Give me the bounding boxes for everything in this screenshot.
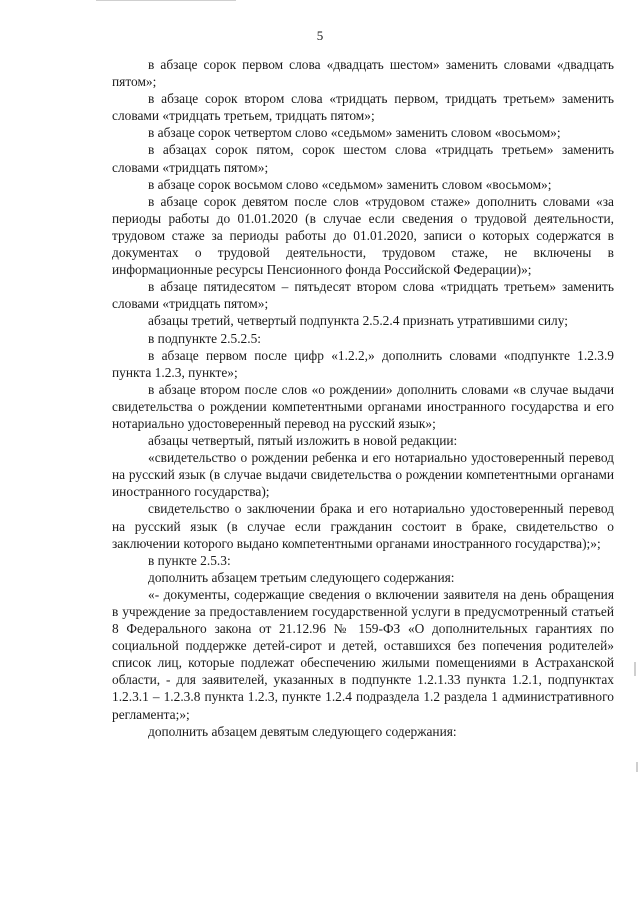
paragraph: в абзаце сорок четвертом слово «седьмом» заменить словом «восьмом»; <box>148 125 561 141</box>
paragraph: «свидетельство о рождении ребенка и его нотариально удостоверенный перевод на русский язык (в случае выдачи свидетельства о рождении компетентными органами иностранного государства); <box>112 450 614 500</box>
paragraph: в абзацах сорок пятом, сорок шестом слова «тридцать третьем» заменить словами «тридцать пятом»; <box>112 142 614 175</box>
document-body <box>112 56 614 740</box>
paragraph: дополнить абзацем девятым следующего содержания: <box>148 723 457 739</box>
paragraph: в абзаце сорок девятом после слов «трудовом стаже» дополнить словами «за периоды работы до 01.01.2020 (в случае если сведения о трудовой деятельности, трудовом стаже за периоды работы до 01.01.2020, записи о которых содержатся в документах о трудовой деятельности, трудовом стаже, не включены в информационные ресурсы Пенсионного фонда Российской Федерации)»; <box>112 193 614 278</box>
paragraph: в абзаце первом после цифр «1.2.2,» дополнить словами «подпункте 1.2.3.9 пункта 1.2.3, пункте»; <box>112 347 614 380</box>
paragraph: в пункте 2.5.3: <box>148 552 231 568</box>
scan-artifact-top <box>96 0 236 1</box>
paragraph: свидетельство о заключении брака и его нотариально удостоверенный перевод на русский язык (в случае если гражданин состоит в браке, свидетельство о заключении которого выдано компетентными органами иностранного государства);»; <box>112 501 614 551</box>
paragraph: в абзаце сорок восьмом слово «седьмом» заменить словом «восьмом»; <box>148 176 552 192</box>
paragraph: в абзаце втором после слов «о рождении» дополнить словами «в случае выдачи свидетельства о рождении компетентными органами иностранного государства и его нотариально удостоверенный перевод на русский язык»; <box>112 381 614 431</box>
paragraph: «- документы, содержащие сведения о включении заявителя на день обращения в учреждение за предоставлением государственной услуги в предусмотренный статьей 8 Федерального закона от 21.12.96 № 159-ФЗ «О дополнительных гарантиях по социальной поддержке детей-сирот и детей, оставшихся без попечения родителей» список лиц, которые подлежат обеспечению жилыми помещениями в Астраханской области, - для заявителей, указанных в подпункте 1.2.1.33 пункта 1.2.1, подпунктах 1.2.3.1 – 1.2.3.8 пункта 1.2.3, пункте 1.2.4 подраздела 1.2 раздела 1 административного регламента;»; <box>112 586 614 722</box>
scan-artifact-right <box>634 662 636 676</box>
paragraph: в подпункте 2.5.2.5: <box>148 330 262 346</box>
paragraph: абзацы третий, четвертый подпункта 2.5.2.4 признать утратившими силу; <box>148 313 568 329</box>
paragraph: в абзаце сорок втором слова «тридцать первом, тридцать третьем» заменить словами «тридцать третьем, тридцать пятом»; <box>112 91 614 124</box>
scan-artifact-right-lower <box>636 762 638 772</box>
page-number: 5 <box>316 28 324 43</box>
paragraph: дополнить абзацем третьим следующего содержания: <box>148 569 455 585</box>
paragraph: в абзаце пятидесятом – пятьдесят втором слова «тридцать третьем» заменить словами «тридцать пятом»; <box>112 279 614 312</box>
paragraph: абзацы четвертый, пятый изложить в новой редакции: <box>148 433 458 449</box>
paragraph: в абзаце сорок первом слова «двадцать шестом» заменить словами «двадцать пятом»; <box>112 57 614 90</box>
